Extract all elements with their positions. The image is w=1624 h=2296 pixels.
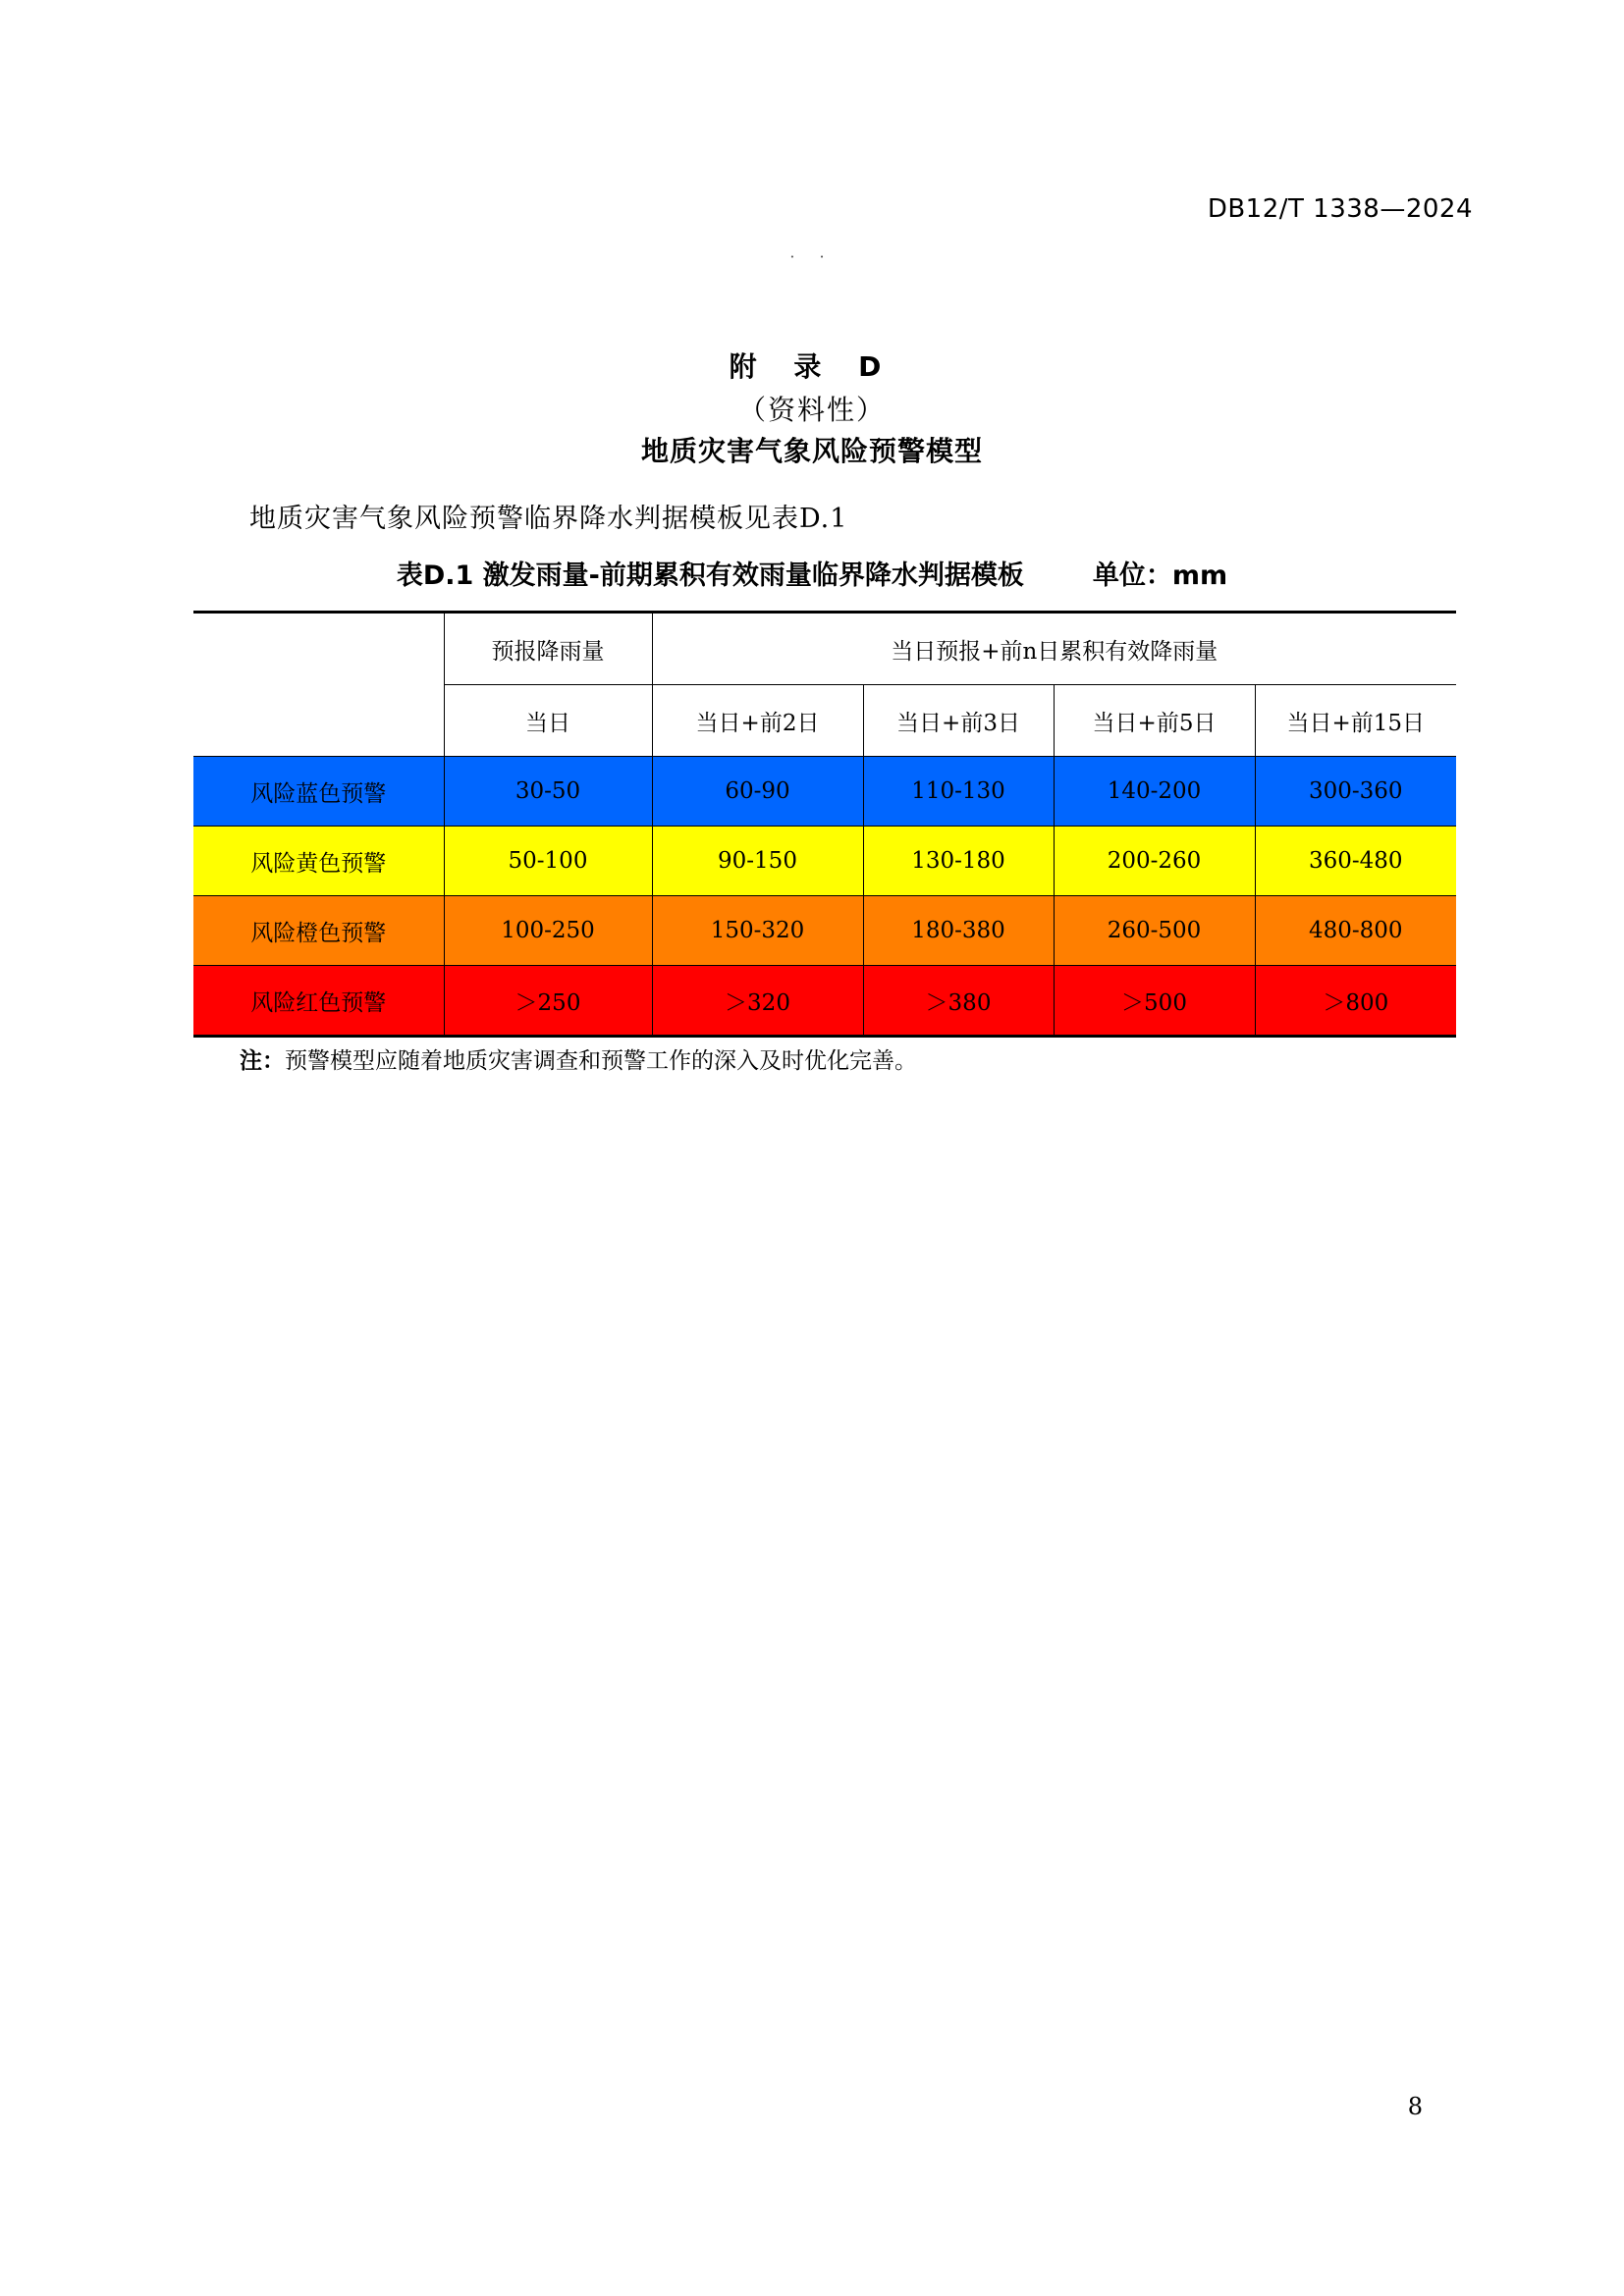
header-dots: · · (789, 247, 835, 266)
table-cell: ＞380 (863, 966, 1054, 1037)
table-cell: 180-380 (863, 896, 1054, 966)
table-cell: ＞500 (1054, 966, 1255, 1037)
table-cell: 100-250 (444, 896, 652, 966)
appendix-subject: 地质灾害气象风险预警模型 (640, 435, 983, 467)
row-label: 风险橙色预警 (193, 896, 444, 966)
table-cell: 30-50 (444, 757, 652, 827)
table-cell: 200-260 (1054, 827, 1255, 896)
subheader-cell: 当日+前5日 (1054, 685, 1255, 757)
subheader-cell: 当日+前3日 (863, 685, 1054, 757)
table-cell: 140-200 (1054, 757, 1255, 827)
table-row-red-warning (193, 966, 1456, 1037)
table-header-row (193, 613, 1456, 685)
note-label: 注： (240, 1048, 285, 1074)
table-cell: 60-90 (652, 757, 863, 827)
header-forecast-rainfall: 预报降雨量 (444, 613, 652, 685)
table-cell: 130-180 (863, 827, 1054, 896)
row-label: 风险红色预警 (193, 966, 444, 1037)
subheader-cell: 当日+前15日 (1255, 685, 1456, 757)
table-caption-title: 表D.1 激发雨量-前期累积有效雨量临界降水判据模板 (396, 561, 1024, 591)
header-cumulative-rainfall: 当日预报+前n日累积有效降雨量 (652, 613, 1456, 685)
table-caption (0, 554, 1624, 592)
table-row-yellow-warning (193, 827, 1456, 896)
appendix-nature: （资料性） (737, 394, 886, 426)
table-note (240, 1042, 917, 1075)
table-cell: 50-100 (444, 827, 652, 896)
note-text: 预警模型应随着地质灾害调查和预警工作的深入及时优化完善。 (285, 1048, 917, 1074)
table-cell: 300-360 (1255, 757, 1456, 827)
table-unit: 单位：mm (1092, 561, 1228, 591)
table-cell: 260-500 (1054, 896, 1255, 966)
table-cell: 90-150 (652, 827, 863, 896)
table-cell: 360-480 (1255, 827, 1456, 896)
rainfall-criteria-table (193, 611, 1456, 1038)
subheader-cell: 当日 (444, 685, 652, 757)
row-label: 风险黄色预警 (193, 827, 444, 896)
table-corner-cell (193, 613, 444, 757)
intro-paragraph: 地质灾害气象风险预警临界降水判据模板见表D.1 (249, 504, 848, 534)
table-cell: ＞320 (652, 966, 863, 1037)
page-number: 8 (1407, 2093, 1423, 2120)
subheader-cell: 当日+前2日 (652, 685, 863, 757)
row-label: 风险蓝色预警 (193, 757, 444, 827)
table-cell: 150-320 (652, 896, 863, 966)
appendix-title: 附 录 D (729, 350, 895, 383)
table-row-orange-warning (193, 896, 1456, 966)
table-cell: ＞250 (444, 966, 652, 1037)
table-cell: 110-130 (863, 757, 1054, 827)
table-cell: 480-800 (1255, 896, 1456, 966)
document-code: DB12/T 1338—2024 (1207, 194, 1473, 224)
table-cell: ＞800 (1255, 966, 1456, 1037)
table-row-blue-warning (193, 757, 1456, 827)
